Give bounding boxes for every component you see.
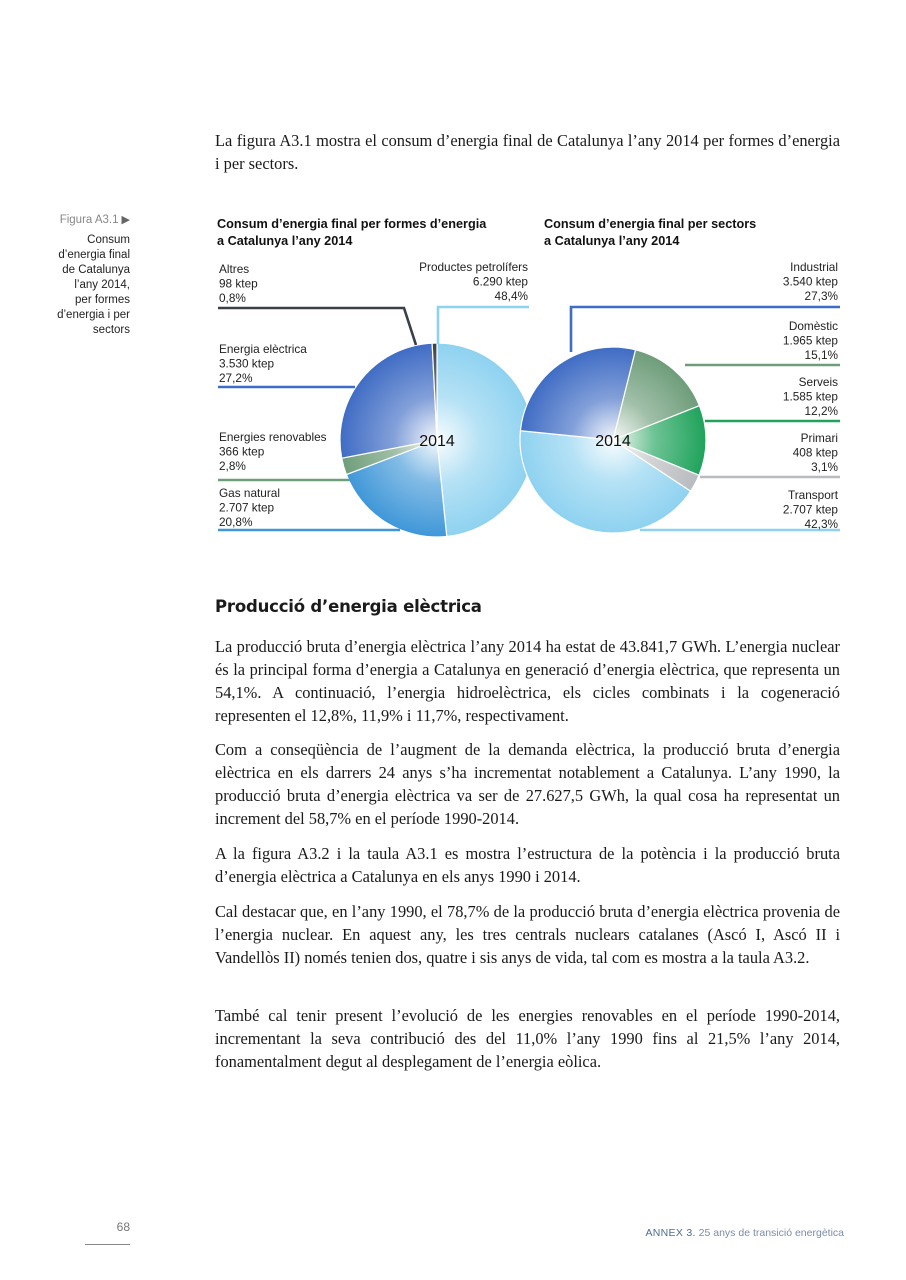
chart-title-line: Consum d’energia final per sectors: [544, 217, 757, 231]
footer-divider: [85, 1244, 130, 1245]
figure-caption-line: Consum: [87, 234, 130, 246]
body-paragraph: També cal tenir present l’evolució de les energies renovables en el període 1990-2014, incrementant la seva contribució des del 11,0% l’any 1990 fins al 21,5% l’any 2014, fonamentalment degut al desplegament de l’energia eòlica.: [215, 1006, 840, 1071]
slice-label-transport-pct: 42,3%: [804, 517, 838, 531]
slice-label-energies-renovables-pct: 2,8%: [219, 459, 246, 473]
running-footer: [645, 1227, 844, 1239]
slice-label-energia-electrica-name: Energia elèctrica: [219, 342, 307, 356]
figure-caption-line: d’energia final: [58, 249, 130, 261]
annex-label: ANNEX 3.: [645, 1227, 696, 1239]
pie-center-label: 2014: [595, 433, 631, 450]
slice-label-productes-petrolifers-value: 6.290 ktep: [472, 274, 528, 289]
slice-label-gas-natural-name: Gas natural: [219, 486, 280, 500]
slice-label-altres-name: Altres: [219, 262, 250, 276]
slice-label-serveis-pct: 12,2%: [804, 404, 838, 418]
slice-label-industrial-name: Industrial: [790, 260, 838, 274]
page-number: 68: [116, 1220, 130, 1234]
slice-label-energies-renovables-name: Energies renovables: [219, 430, 327, 444]
figure-caption-line: per formes: [75, 294, 130, 306]
slice-label-transport-value: 2.707 ktep: [782, 502, 838, 517]
body-paragraph: Com a conseqüència de l’augment de la demanda elèctrica, la producció bruta d’energia elèctrica en els darrers 24 anys s’ha incrementat notablement a Catalunya. L’any 1990, la producció bruta d’energia elèctrica va ser de 27.627,5 GWh, la qual cosa ha representat un increment del 58,7% en el període 1990-2014.: [215, 740, 840, 828]
body-paragraph: A la figura A3.2 i la taula A3.1 es mostra l’estructura de la potència i la producció bruta d’energia elèctrica a Catalunya en els anys 1990 i 2014.: [215, 844, 840, 886]
figure-caption-line: l’any 2014,: [74, 279, 130, 291]
slice-label-productes-petrolifers-name: Productes petrolífers: [419, 260, 528, 274]
slice-label-industrial-pct: 27,3%: [804, 289, 838, 303]
pie-charts: [0, 0, 906, 560]
triangle-right-icon: ▶: [121, 214, 130, 226]
figure-caption-line: sectors: [92, 324, 130, 336]
pie-chart-sectors: [520, 347, 706, 533]
section-title: Producció d’energia elèctrica: [215, 597, 482, 616]
slice-label-gas-natural-value: 2.707 ktep: [219, 500, 275, 515]
slice-label-primari-pct: 3,1%: [811, 460, 838, 474]
slice-label-transport-name: Transport: [787, 488, 838, 502]
slice-label-altres-value: 98 ktep: [219, 276, 258, 291]
slice-label-altres-pct: 0,8%: [219, 291, 246, 305]
annex-title: 25 anys de transició energètica: [698, 1227, 844, 1239]
body-paragraph: Cal destacar que, en l’any 1990, el 78,7% de la producció bruta d’energia elèctrica provenia de l’energia nuclear. En aquest any, les tres centrals nuclears catalanes (Ascó I, Ascó II i Vandellòs II) només tenien dos, quatre i sis anys de vida, tal com es mostra a la taula A3.2.: [215, 902, 840, 967]
figure-number: Figura A3.1: [59, 214, 119, 226]
slice-label-domestic-value: 1.965 ktep: [782, 333, 838, 348]
slice-label-domestic-name: Domèstic: [788, 319, 838, 333]
pie-chart-forms: [340, 343, 534, 537]
slice-label-serveis-value: 1.585 ktep: [782, 389, 838, 404]
slice-label-energies-renovables-value: 366 ktep: [219, 444, 265, 459]
slice-label-energia-electrica-pct: 27,2%: [219, 371, 253, 385]
slice-label-industrial-value: 3.540 ktep: [782, 274, 838, 289]
intro-paragraph: La figura A3.1 mostra el consum d’energia final de Catalunya l’any 2014 per formes d’energia i per sectors.: [215, 131, 840, 173]
leader-line-productes-petrolifers: [438, 307, 529, 344]
slice-label-domestic-pct: 15,1%: [804, 348, 838, 362]
chart-title-line: Consum d’energia final per formes d’energia: [217, 217, 487, 231]
slice-label-energia-electrica-value: 3.530 ktep: [219, 356, 275, 371]
slice-label-productes-petrolifers-pct: 48,4%: [494, 289, 528, 303]
chart-title-line: a Catalunya l’any 2014: [217, 234, 353, 248]
figure-caption-line: de Catalunya: [62, 264, 130, 276]
chart-title-line: a Catalunya l’any 2014: [544, 234, 680, 248]
slice-label-primari-value: 408 ktep: [792, 445, 838, 460]
leader-line-altres: [218, 308, 416, 345]
slice-label-primari-name: Primari: [800, 431, 838, 445]
slice-label-gas-natural-pct: 20,8%: [219, 515, 253, 529]
slice-labels: [219, 260, 839, 531]
figure-caption-line: d’energia i per: [57, 309, 130, 321]
body-paragraph: La producció bruta d’energia elèctrica l’any 2014 ha estat de 43.841,7 GWh. L’energia nuclear és la principal forma d’energia a Catalunya en generació d’energia elèctrica, que representa un 54,1%. A continuació, l’energia hidroelèctrica, els cicles combinats i la cogeneració representen el 12,8%, 11,9% i 11,7%, respectivament.: [215, 637, 840, 725]
pie-center-label: 2014: [419, 433, 455, 450]
slice-label-serveis-name: Serveis: [798, 375, 838, 389]
